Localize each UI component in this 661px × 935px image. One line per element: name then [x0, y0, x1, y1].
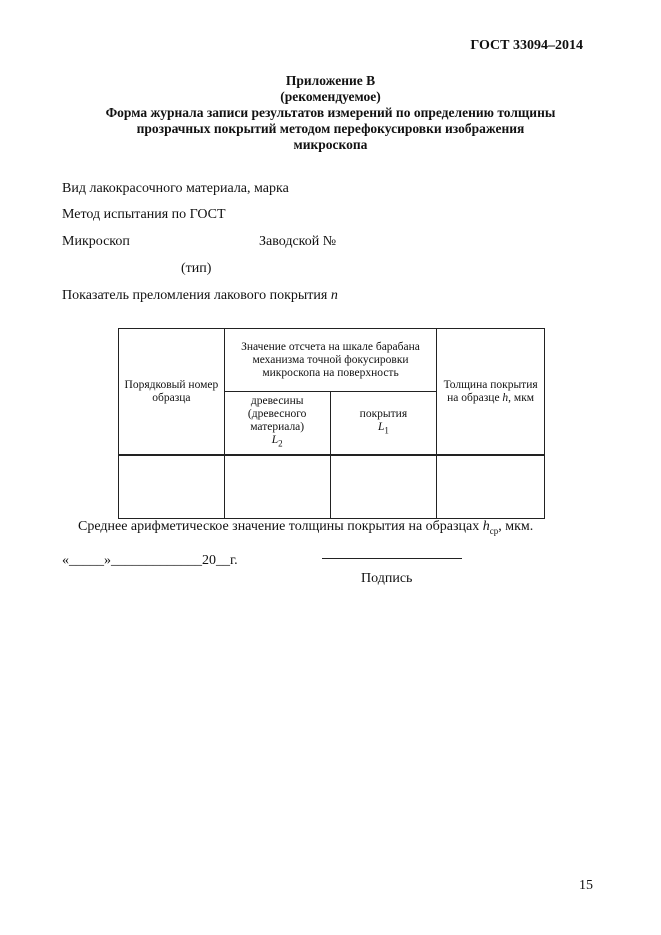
thickness-unit: , мкм — [508, 391, 535, 404]
table-cell-empty — [224, 455, 330, 519]
page-number: 15 — [579, 878, 593, 893]
header-sample-number: Порядковый номер образца — [119, 329, 225, 456]
header-wood — [224, 392, 330, 456]
field-refraction — [62, 288, 338, 304]
signature-line — [322, 558, 462, 559]
thickness-symbol: h — [502, 391, 509, 404]
signature-label: Подпись — [361, 571, 413, 586]
field-type: (тип) — [181, 261, 212, 276]
field-material: Вид лакокрасочного материала, марка — [62, 181, 289, 196]
field-serial: Заводской № — [259, 234, 337, 249]
coating-symbol: L — [377, 421, 385, 434]
appendix-subtitle-line: микроскопа — [293, 137, 368, 152]
appendix-status: (рекомендуемое) — [280, 89, 381, 104]
mean-thickness-line — [78, 519, 533, 536]
standard-number: ГОСТ 33094–2014 — [470, 38, 583, 53]
wood-symbol: L — [271, 434, 279, 447]
header-coating — [330, 392, 437, 456]
wood-index: 2 — [278, 438, 283, 449]
header-thickness-label: Толщина покрытия на образце — [443, 378, 538, 404]
mean-thickness-text: Среднее арифметическое значение толщины покрытия на образцах — [78, 519, 480, 534]
field-refraction-label: Показатель преломления лакового покрытия — [62, 288, 328, 303]
mean-symbol: h — [482, 519, 490, 534]
header-wood-label: древесины (древесного материала) — [247, 395, 307, 434]
appendix-subtitle-line: прозрачных покрытий методом перефокусировки изображения — [136, 121, 525, 136]
mean-index: ср — [489, 525, 499, 536]
field-method: Метод испытания по ГОСТ — [62, 207, 226, 222]
refraction-symbol: n — [330, 288, 338, 303]
header-coating-label: покрытия — [359, 408, 408, 421]
field-microscope: Микроскоп — [62, 234, 130, 249]
measurement-journal-table — [118, 328, 545, 519]
appendix-title-block — [60, 73, 601, 153]
table-cell-empty — [330, 455, 437, 519]
appendix-subtitle-line: Форма журнала записи результатов измерений по определению толщины — [105, 105, 556, 120]
table-cell-empty — [119, 455, 225, 519]
header-scale-reading: Значение отсчета на шкале барабана механизма точной фокусировки микроскопа на поверхность — [224, 329, 436, 392]
appendix-title: Приложение В — [285, 73, 376, 88]
coating-index: 1 — [384, 425, 389, 436]
mean-unit: , мкм. — [498, 519, 534, 534]
date-line: «_____»_____________20__г. — [62, 553, 238, 568]
table-cell-empty — [437, 455, 545, 519]
header-thickness — [437, 329, 545, 456]
